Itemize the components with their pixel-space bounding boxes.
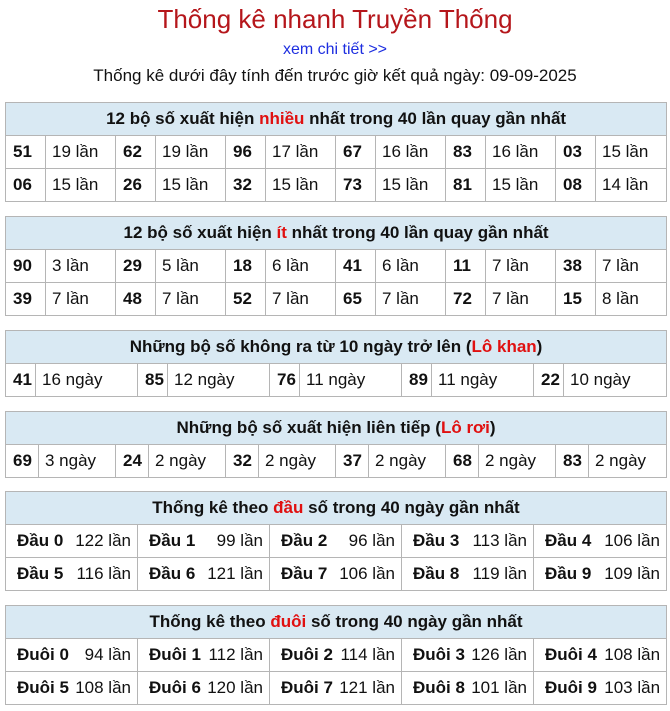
lotto-number: 68 — [446, 445, 479, 478]
dau-cell — [534, 558, 667, 591]
lotto-number: 06 — [6, 169, 46, 202]
duoi-cell — [270, 672, 402, 705]
lotto-number: 52 — [226, 283, 266, 316]
table-row — [6, 283, 667, 316]
lotto-number: 83 — [556, 445, 589, 478]
lotto-number: 81 — [446, 169, 486, 202]
least-frequent-heading: 12 bộ số xuất hiện ít nhất trong 40 lần quay gần nhất — [6, 217, 667, 250]
occurrence-count: 19 lần — [156, 136, 226, 169]
dau-cell — [402, 525, 534, 558]
lotto-number: 39 — [6, 283, 46, 316]
day-count: 12 ngày — [168, 364, 270, 397]
lotto-number: 41 — [336, 250, 376, 283]
lotto-number: 37 — [336, 445, 369, 478]
table-row — [6, 250, 667, 283]
occurrence-count: 6 lần — [266, 250, 336, 283]
dau-cell — [6, 525, 138, 558]
occurrence-count: 15 lần — [486, 169, 556, 202]
dau-label: Đầu 4 — [545, 531, 592, 550]
lotto-number: 15 — [556, 283, 596, 316]
duoi-label: Đuôi 7 — [281, 678, 333, 697]
occurrence-count: 16 lần — [376, 136, 446, 169]
duoi-label: Đuôi 1 — [149, 645, 201, 664]
occurrence-count: 15 lần — [266, 169, 336, 202]
occurrence-count: 7 lần — [156, 283, 226, 316]
table-row — [6, 364, 667, 397]
lotto-number: 48 — [116, 283, 156, 316]
lotto-number: 22 — [534, 364, 564, 397]
dau-cell — [6, 558, 138, 591]
lotto-number: 24 — [116, 445, 149, 478]
occurrence-count: 103 lần — [604, 678, 661, 697]
duoi-cell — [6, 639, 138, 672]
occurrence-count: 121 lần — [339, 678, 395, 697]
occurrence-count: 106 lần — [604, 531, 660, 550]
duoi-label: Đuôi 6 — [149, 678, 201, 697]
dau-label: Đầu 0 — [17, 531, 64, 550]
duoi-label: Đuôi 8 — [413, 678, 465, 697]
dau-cell — [270, 558, 402, 591]
day-count: 10 ngày — [564, 364, 667, 397]
dau-label: Đầu 9 — [545, 564, 592, 583]
occurrence-count: 122 lần — [75, 531, 131, 550]
dau-heading: Thống kê theo đầu số trong 40 ngày gần nhất — [6, 492, 667, 525]
lo-khan-table — [5, 330, 667, 397]
duoi-cell — [138, 639, 270, 672]
stats-date-note: Thống kê dưới đây tính đến trước giờ kết quả ngày: 09-09-2025 — [93, 66, 577, 85]
dau-label: Đầu 8 — [413, 564, 460, 583]
table-row — [6, 445, 667, 478]
day-count: 2 ngày — [149, 445, 226, 478]
occurrence-count: 119 lần — [472, 564, 527, 583]
occurrence-count: 108 lần — [75, 678, 131, 697]
lo-khan-heading: Những bộ số không ra từ 10 ngày trở lên (Lô khan) — [6, 331, 667, 364]
duoi-label: Đuôi 4 — [545, 645, 597, 664]
dau-label: Đầu 5 — [17, 564, 64, 583]
day-count: 11 ngày — [300, 364, 402, 397]
table-row — [6, 525, 667, 558]
duoi-stats-table — [5, 605, 667, 705]
dau-cell — [138, 558, 270, 591]
lo-roi-heading: Những bộ số xuất hiện liên tiếp (Lô rơi) — [6, 412, 667, 445]
occurrence-count: 15 lần — [46, 169, 116, 202]
occurrence-count: 16 lần — [486, 136, 556, 169]
occurrence-count: 17 lần — [266, 136, 336, 169]
day-count: 2 ngày — [479, 445, 556, 478]
duoi-heading: Thống kê theo đuôi số trong 40 ngày gần nhất — [6, 606, 667, 639]
lotto-number: 29 — [116, 250, 156, 283]
table-row — [6, 169, 667, 202]
dau-label: Đầu 6 — [149, 564, 196, 583]
lotto-number: 96 — [226, 136, 266, 169]
occurrence-count: 7 lần — [46, 283, 116, 316]
dau-cell — [534, 525, 667, 558]
dau-label: Đầu 3 — [413, 531, 460, 550]
duoi-label: Đuôi 5 — [17, 678, 69, 697]
dau-stats-table — [5, 491, 667, 591]
occurrence-count: 5 lần — [156, 250, 226, 283]
occurrence-count: 7 lần — [266, 283, 336, 316]
lotto-number: 73 — [336, 169, 376, 202]
lotto-number: 89 — [402, 364, 432, 397]
lotto-number: 03 — [556, 136, 596, 169]
duoi-label: Đuôi 3 — [413, 645, 465, 664]
lotto-number: 62 — [116, 136, 156, 169]
lotto-number: 32 — [226, 169, 266, 202]
lotto-number: 26 — [116, 169, 156, 202]
occurrence-count: 112 lần — [208, 645, 263, 664]
dau-label: Đầu 2 — [281, 531, 328, 550]
duoi-label: Đuôi 2 — [281, 645, 333, 664]
occurrence-count: 15 lần — [156, 169, 226, 202]
lotto-number: 41 — [6, 364, 36, 397]
occurrence-count: 7 lần — [596, 250, 667, 283]
page-title: Thống kê nhanh Truyền Thống — [157, 4, 513, 34]
duoi-cell — [534, 672, 667, 705]
dau-label: Đầu 7 — [281, 564, 328, 583]
table-row — [6, 558, 667, 591]
occurrence-count: 99 lần — [216, 531, 263, 550]
duoi-cell — [138, 672, 270, 705]
duoi-cell — [270, 639, 402, 672]
lotto-number: 67 — [336, 136, 376, 169]
occurrence-count: 15 lần — [376, 169, 446, 202]
occurrence-count: 3 lần — [46, 250, 116, 283]
occurrence-count: 116 lần — [76, 564, 131, 583]
occurrence-count: 113 lần — [472, 531, 527, 550]
day-count: 16 ngày — [36, 364, 138, 397]
occurrence-count: 14 lần — [596, 169, 667, 202]
occurrence-count: 94 lần — [84, 645, 131, 664]
duoi-cell — [6, 672, 138, 705]
table-row — [6, 136, 667, 169]
occurrence-count: 7 lần — [486, 283, 556, 316]
view-details-link[interactable]: xem chi tiết >> — [282, 41, 388, 58]
day-count: 11 ngày — [432, 364, 534, 397]
day-count: 2 ngày — [589, 445, 667, 478]
lotto-number: 72 — [446, 283, 486, 316]
duoi-cell — [402, 639, 534, 672]
lotto-number: 38 — [556, 250, 596, 283]
dau-label: Đầu 1 — [149, 531, 196, 550]
day-count: 2 ngày — [369, 445, 446, 478]
lotto-number: 83 — [446, 136, 486, 169]
occurrence-count: 101 lần — [471, 678, 527, 697]
occurrence-count: 114 lần — [340, 645, 395, 664]
lotto-number: 18 — [226, 250, 266, 283]
duoi-cell — [534, 639, 667, 672]
occurrence-count: 15 lần — [596, 136, 667, 169]
lotto-number: 85 — [138, 364, 168, 397]
occurrence-count: 7 lần — [376, 283, 446, 316]
occurrence-count: 19 lần — [46, 136, 116, 169]
occurrence-count: 126 lần — [471, 645, 527, 664]
dau-cell — [270, 525, 402, 558]
most-frequent-table — [5, 102, 667, 202]
occurrence-count: 96 lần — [348, 531, 395, 550]
day-count: 2 ngày — [259, 445, 336, 478]
lotto-number: 32 — [226, 445, 259, 478]
lotto-number: 90 — [6, 250, 46, 283]
lotto-number: 11 — [446, 250, 486, 283]
lotto-number: 76 — [270, 364, 300, 397]
lotto-number: 08 — [556, 169, 596, 202]
duoi-label: Đuôi 0 — [17, 645, 69, 664]
lo-roi-table — [5, 411, 667, 478]
day-count: 3 ngày — [39, 445, 116, 478]
least-frequent-table — [5, 216, 667, 316]
most-frequent-heading: 12 bộ số xuất hiện nhiều nhất trong 40 lần quay gần nhất — [6, 103, 667, 136]
duoi-label: Đuôi 9 — [545, 678, 597, 697]
dau-cell — [138, 525, 270, 558]
occurrence-count: 7 lần — [486, 250, 556, 283]
lotto-number: 51 — [6, 136, 46, 169]
occurrence-count: 108 lần — [604, 645, 661, 664]
occurrence-count: 106 lần — [339, 564, 395, 583]
lotto-number: 69 — [6, 445, 39, 478]
duoi-cell — [402, 672, 534, 705]
occurrence-count: 8 lần — [596, 283, 667, 316]
occurrence-count: 121 lần — [207, 564, 263, 583]
dau-cell — [402, 558, 534, 591]
table-row — [6, 639, 667, 672]
table-row — [6, 672, 667, 705]
occurrence-count: 6 lần — [376, 250, 446, 283]
occurrence-count: 120 lần — [207, 678, 263, 697]
lotto-number: 65 — [336, 283, 376, 316]
occurrence-count: 109 lần — [604, 564, 660, 583]
